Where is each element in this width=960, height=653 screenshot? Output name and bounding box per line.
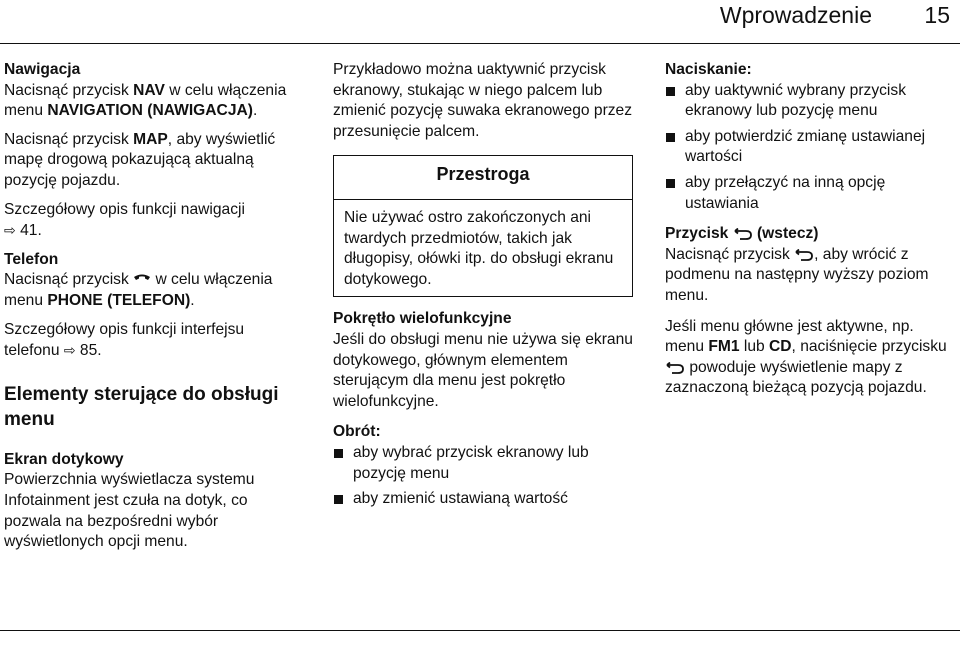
page-header <box>0 0 960 46</box>
nav-ref-text: . <box>37 222 42 240</box>
nav-ref-text: Szczegółowy opis funkcji nawigacji <box>4 200 245 218</box>
caution-text: Nie używać ostro zakończonych ani twardych przedmiotów, takich jak długopisy, ołówki itp. do obsługi ekranu dotykowego. <box>344 208 614 288</box>
back-text: Nacisnąć przycisk <box>665 245 795 263</box>
map-key: MAP <box>133 130 168 148</box>
main-menu-text: lub <box>739 338 770 356</box>
nav-heading: Nawigacja <box>4 61 81 78</box>
fm1-key: FM1 <box>708 338 740 356</box>
press-heading: Naciskanie: <box>665 61 752 78</box>
nav-text: . <box>252 102 258 120</box>
rotate-heading: Obrót: <box>333 423 381 441</box>
list-item: aby uaktywnić wybrany przycisk ekranowy lub pozycję menu <box>665 81 955 122</box>
map-text: Nacisnąć przycisk <box>4 130 134 148</box>
header-title: Wprowadzenie <box>719 2 872 28</box>
tel-text: w celu włączenia menu <box>4 271 273 309</box>
tel-text: Nacisnąć przycisk <box>4 271 134 289</box>
main-menu-text: powoduje wyświetlenie mapy z zaznaczoną bieżącą pozycją pojazdu. <box>665 358 927 397</box>
touch-example-text: Przykładowo można uaktywnić przycisk ekranowy, stukając w niego palcem lub zmienić pozycję suwaka ekranowego przez przesunięcie palcem. <box>333 61 633 140</box>
nav-text: w celu włączenia menu <box>4 81 287 120</box>
list-item: aby wybrać przycisk ekranowy lub pozycję menu <box>333 443 633 484</box>
back-icon <box>733 228 753 240</box>
page-ref-arrow-icon: ⇨ <box>4 222 16 239</box>
tel-ref-page[interactable]: 85 <box>79 342 98 360</box>
main-menu-text: Jeśli menu główne jest aktywne, np. menu <box>665 317 914 356</box>
list-item: aby zmienić ustawianą wartość <box>333 489 633 510</box>
list-item: aby potwierdzić zmianę ustawianej wartości <box>665 127 955 168</box>
back-heading: (wstecz) <box>752 225 819 243</box>
phone-menu-name: PHONE (TELEFON) <box>47 291 191 309</box>
phone-icon <box>133 274 151 286</box>
nav-key: NAV <box>133 81 165 99</box>
knob-heading: Pokrętło wielofunkcyjne <box>333 310 512 328</box>
nav-text: Nacisnąć przycisk <box>4 81 134 99</box>
map-text: , aby wyświetlić mapę drogową pokazującą aktualną pozycję pojazdu. <box>4 130 276 189</box>
caution-box <box>333 155 633 297</box>
page-number: 15 <box>924 2 950 28</box>
tel-heading: Telefon <box>4 250 59 268</box>
knob-text: Jeśli do obsługi menu nie używa się ekranu dotykowego, głównym elementem sterującym dla menu jest pokrętło wielofunkcyjne. <box>333 330 633 410</box>
touch-heading: Ekran dotykowy <box>4 450 124 468</box>
cd-key: CD <box>769 338 792 356</box>
touch-text: Powierzchnia wyświetlacza systemu Infotainment jest czuła na dotyk, co pozwala na bezpośredni wybór wyświetlonych opcji menu. <box>4 471 255 551</box>
header-rule <box>0 43 960 44</box>
tel-ref-text: . <box>97 342 102 360</box>
column-2 <box>333 60 633 516</box>
nav-menu-name: NAVIGATION (NAWIGACJA) <box>47 102 253 120</box>
press-list <box>665 81 955 215</box>
column-3 <box>665 60 955 399</box>
caution-title: Przestroga <box>334 156 632 200</box>
main-menu-text: , naciśnięcie przycisku <box>791 338 947 356</box>
back-heading: Przycisk <box>665 225 733 243</box>
footer-rule <box>0 630 960 631</box>
nav-ref-page[interactable]: 41 <box>20 222 38 240</box>
back-icon <box>665 362 685 374</box>
page-ref-arrow-icon: ⇨ <box>63 342 76 359</box>
column-1 <box>4 60 294 561</box>
list-item: aby przełączyć na inną opcję ustawiania <box>665 173 955 214</box>
section-title: Elementy sterujące do obsługi menu <box>4 383 279 430</box>
back-text: , aby wrócić z podmenu na następny wyższy poziom menu. <box>665 245 929 304</box>
tel-text: . <box>190 291 195 309</box>
rotate-list <box>333 443 633 510</box>
back-icon <box>794 249 814 261</box>
tel-ref-text: Szczegółowy opis funkcji interfejsu telefonu <box>4 320 245 360</box>
